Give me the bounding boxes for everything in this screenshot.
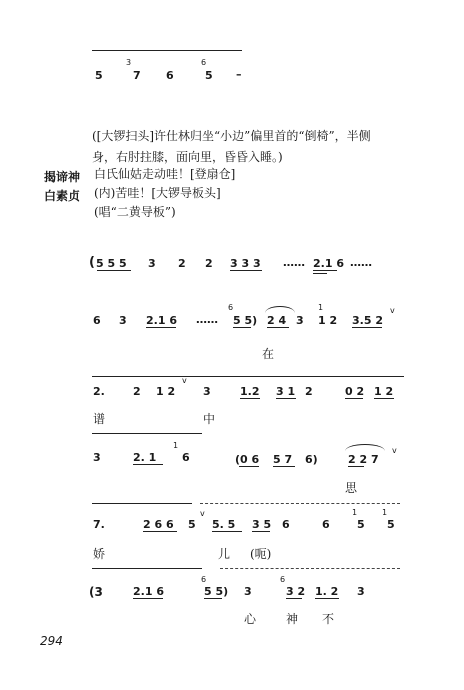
s6-grace-2: 6 <box>280 575 286 584</box>
s6-lyric-3: 不 <box>322 612 335 626</box>
s5-group-6: 6 <box>282 518 290 531</box>
s1-paren: ( <box>89 255 95 270</box>
s6-group-2: 2.1 6 <box>133 585 164 598</box>
s3-group-8: 0 2 <box>345 385 365 398</box>
s1-ellipsis-2: …… <box>350 256 372 269</box>
s5-group-3: 5 <box>188 518 196 531</box>
s1-group-4: 2 <box>205 257 213 270</box>
s2-group-3: 2.1 6 <box>146 314 177 327</box>
s2-group-1: 6 <box>93 314 101 327</box>
dialogue-text-3: (唱“二黄导板”) <box>94 205 176 219</box>
s5-group-9: 5 <box>387 518 395 531</box>
s4-grace: 1 <box>173 441 179 450</box>
s4-breath: v <box>392 446 397 455</box>
s6-group-7: 3 <box>357 585 365 598</box>
s5-lyric-2: 儿 <box>218 547 231 561</box>
s5-lyric-3: (呃) <box>250 547 272 561</box>
s4-group-7: 2 2 7 <box>348 453 379 466</box>
s6-group-3: 5 5) <box>204 585 229 598</box>
s2-lyric: 在 <box>262 347 275 361</box>
s1-group-2: 3 <box>148 257 156 270</box>
s5-group-5: 3 5 <box>252 518 272 531</box>
s6-group-1: (3 <box>89 585 103 599</box>
s5-lyric-1: 娇 <box>93 547 106 561</box>
s6-group-6: 1. 2 <box>315 585 339 598</box>
s4-group-1: 3 <box>93 451 101 464</box>
top-slur-line <box>92 50 242 51</box>
s4-group-2: 2. 1 <box>133 451 157 464</box>
s5-group-7: 6 <box>322 518 330 531</box>
s3-lyric-2: 中 <box>203 412 216 426</box>
top-dash: – <box>236 68 242 81</box>
s5-group-4: 5. 5 <box>212 518 236 531</box>
s2-group-5: 2 4 <box>267 314 287 327</box>
s3-group-5: 1.2 <box>240 385 260 398</box>
s1-group-3: 2 <box>178 257 186 270</box>
s5-group-8: 5 <box>357 518 365 531</box>
top-grace-2: 6 <box>201 58 207 67</box>
s1-group-6: 2.1 6 <box>313 257 344 270</box>
s2-group-8: 3.5 2 <box>352 314 383 327</box>
s2-breath: v <box>390 306 395 315</box>
s3-group-7: 2 <box>305 385 313 398</box>
s3-group-4: 3 <box>203 385 211 398</box>
page-number: 294 <box>40 634 63 648</box>
s6-group-5: 3 2 <box>286 585 306 598</box>
dialogue-role-2: 白素贞 <box>44 189 81 203</box>
s5-grace-1: 1 <box>352 508 358 517</box>
s1-group-1: 5 5 5 <box>96 257 127 270</box>
s4-group-5: 5 7 <box>273 453 293 466</box>
dialogue-text-2: (内)苦哇！[大锣导板头] <box>94 186 221 200</box>
top-note-3: 6 <box>166 69 174 82</box>
s4-group-3: 6 <box>182 451 190 464</box>
top-note-4: 5 <box>205 69 213 82</box>
s3-group-1: 2. <box>93 385 105 398</box>
s3-lyric-1: 谱 <box>93 412 106 426</box>
dialogue-text-1: 白氏仙姑走动哇！[登扇仓] <box>94 167 236 181</box>
s3-group-9: 1 2 <box>374 385 394 398</box>
s2-grace-1: 6 <box>228 303 234 312</box>
s4-group-6: 6) <box>305 453 318 466</box>
dialogue-role-1: 揭谛神 <box>44 170 81 184</box>
s3-group-3: 1 2 <box>156 385 176 398</box>
s5-breath: v <box>200 509 205 518</box>
s2-grace-2: 1 <box>318 303 324 312</box>
s4-lyric: 思 <box>345 481 358 495</box>
s2-group-7: 1 2 <box>318 314 338 327</box>
s5-grace-2: 1 <box>382 508 388 517</box>
s1-ellipsis-1: …… <box>283 256 305 269</box>
s4-group-4: (0 6 <box>235 453 260 466</box>
s6-group-4: 3 <box>244 585 252 598</box>
s2-group-6: 3 <box>296 314 304 327</box>
s2-group-4: 5 5) <box>233 314 258 327</box>
s2-ellipsis: …… <box>196 313 218 326</box>
s3-group-6: 3 1 <box>276 385 296 398</box>
s2-group-2: 3 <box>119 314 127 327</box>
s6-grace-1: 6 <box>201 575 207 584</box>
top-note-1: 5 <box>95 69 103 82</box>
top-grace-1: 3 <box>126 58 132 67</box>
narration-line-2: 身，右肘拄膝，面向里，昏昏入睡。) <box>92 150 283 164</box>
s1-group-5: 3 3 3 <box>230 257 261 270</box>
s6-lyric-2: 神 <box>286 612 299 626</box>
s5-group-2: 2 6 6 <box>143 518 174 531</box>
s3-breath: v <box>182 376 187 385</box>
s5-group-1: 7. <box>93 518 105 531</box>
s6-lyric-1: 心 <box>244 612 257 626</box>
s3-group-2: 2 <box>133 385 141 398</box>
narration-line-1: ([大锣扫头]许仕林归坐“小边”偏里首的“倒椅”，半侧 <box>92 129 371 143</box>
top-note-2: 7 <box>133 69 141 82</box>
